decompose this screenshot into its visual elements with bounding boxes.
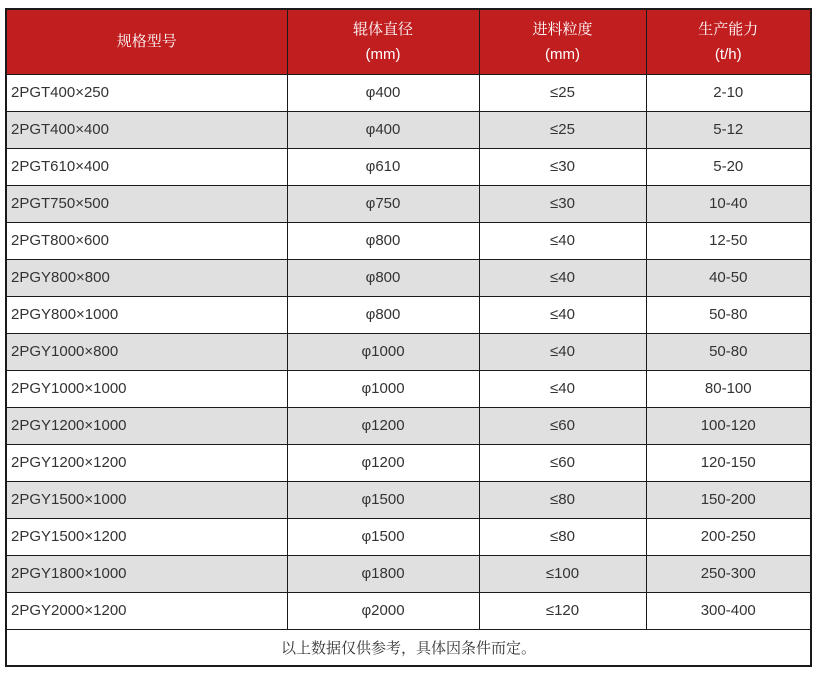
table-row	[6, 296, 811, 333]
table-row	[6, 370, 811, 407]
table-row	[6, 481, 811, 518]
cell-roller-diameter: φ400	[287, 111, 479, 148]
cell-model: 2PGY1500×1000	[6, 481, 287, 518]
cell-roller-diameter: φ800	[287, 296, 479, 333]
cell-model: 2PGY1000×1000	[6, 370, 287, 407]
cell-model: 2PGY2000×1200	[6, 592, 287, 629]
cell-model: 2PGT400×250	[6, 74, 287, 111]
cell-feed-size: ≤40	[479, 333, 646, 370]
cell-roller-diameter: φ610	[287, 148, 479, 185]
cell-capacity: 200-250	[646, 518, 811, 555]
col-header-feed-size-unit: (mm)	[545, 45, 580, 63]
cell-model: 2PGT750×500	[6, 185, 287, 222]
cell-model: 2PGT610×400	[6, 148, 287, 185]
table-row	[6, 222, 811, 259]
col-header-roller-diameter-unit: (mm)	[365, 45, 401, 63]
table-row	[6, 185, 811, 222]
cell-capacity: 120-150	[646, 444, 811, 481]
table-footer	[6, 629, 811, 666]
col-header-feed-size-label: 进料粒度	[532, 20, 593, 38]
cell-capacity: 100-120	[646, 407, 811, 444]
cell-model: 2PGT800×600	[6, 222, 287, 259]
cell-capacity: 10-40	[646, 185, 811, 222]
cell-feed-size: ≤60	[479, 444, 646, 481]
cell-roller-diameter: φ1000	[287, 370, 479, 407]
col-header-capacity-unit: (t/h)	[714, 45, 742, 63]
table-row	[6, 444, 811, 481]
cell-roller-diameter: φ750	[287, 185, 479, 222]
cell-feed-size: ≤25	[479, 111, 646, 148]
cell-capacity: 40-50	[646, 259, 811, 296]
cell-capacity: 80-100	[646, 370, 811, 407]
cell-capacity: 2-10	[646, 74, 811, 111]
table-row	[6, 333, 811, 370]
cell-feed-size: ≤60	[479, 407, 646, 444]
cell-feed-size: ≤80	[479, 518, 646, 555]
cell-feed-size: ≤40	[479, 370, 646, 407]
cell-feed-size: ≤100	[479, 555, 646, 592]
col-header-model	[6, 9, 287, 74]
cell-feed-size: ≤25	[479, 74, 646, 111]
cell-feed-size: ≤30	[479, 148, 646, 185]
cell-feed-size: ≤40	[479, 222, 646, 259]
col-header-capacity	[646, 9, 811, 74]
cell-feed-size: ≤40	[479, 296, 646, 333]
cell-model: 2PGY1200×1000	[6, 407, 287, 444]
cell-roller-diameter: φ1500	[287, 518, 479, 555]
table-row	[6, 407, 811, 444]
col-header-capacity-label: 生产能力	[698, 20, 759, 38]
footer-row	[6, 629, 811, 666]
cell-model: 2PGY1000×800	[6, 333, 287, 370]
cell-capacity: 5-12	[646, 111, 811, 148]
col-header-model-label: 规格型号	[116, 32, 177, 50]
col-header-roller-diameter	[287, 9, 479, 74]
cell-model: 2PGY800×800	[6, 259, 287, 296]
col-header-feed-size	[479, 9, 646, 74]
table-row	[6, 555, 811, 592]
cell-capacity: 12-50	[646, 222, 811, 259]
cell-feed-size: ≤80	[479, 481, 646, 518]
cell-feed-size: ≤30	[479, 185, 646, 222]
table-row	[6, 111, 811, 148]
cell-capacity: 150-200	[646, 481, 811, 518]
table-row	[6, 148, 811, 185]
cell-model: 2PGY1200×1200	[6, 444, 287, 481]
table-body	[6, 74, 811, 629]
col-header-roller-diameter-label: 辊体直径	[352, 20, 413, 38]
table-row	[6, 592, 811, 629]
cell-feed-size: ≤40	[479, 259, 646, 296]
cell-capacity: 300-400	[646, 592, 811, 629]
cell-roller-diameter: φ1500	[287, 481, 479, 518]
footer-note: 以上数据仅供参考，具体因条件而定。	[6, 629, 811, 666]
cell-feed-size: ≤120	[479, 592, 646, 629]
cell-roller-diameter: φ800	[287, 259, 479, 296]
cell-model: 2PGY800×1000	[6, 296, 287, 333]
spec-table	[5, 8, 812, 667]
table-row	[6, 259, 811, 296]
table-row	[6, 74, 811, 111]
cell-roller-diameter: φ400	[287, 74, 479, 111]
cell-capacity: 5-20	[646, 148, 811, 185]
cell-roller-diameter: φ1200	[287, 444, 479, 481]
table-header	[6, 9, 811, 74]
cell-roller-diameter: φ1800	[287, 555, 479, 592]
cell-roller-diameter: φ2000	[287, 592, 479, 629]
cell-roller-diameter: φ1000	[287, 333, 479, 370]
header-row	[6, 9, 811, 74]
cell-capacity: 50-80	[646, 296, 811, 333]
cell-capacity: 250-300	[646, 555, 811, 592]
cell-model: 2PGY1800×1000	[6, 555, 287, 592]
cell-roller-diameter: φ1200	[287, 407, 479, 444]
cell-roller-diameter: φ800	[287, 222, 479, 259]
table-row	[6, 518, 811, 555]
cell-model: 2PGT400×400	[6, 111, 287, 148]
cell-capacity: 50-80	[646, 333, 811, 370]
cell-model: 2PGY1500×1200	[6, 518, 287, 555]
